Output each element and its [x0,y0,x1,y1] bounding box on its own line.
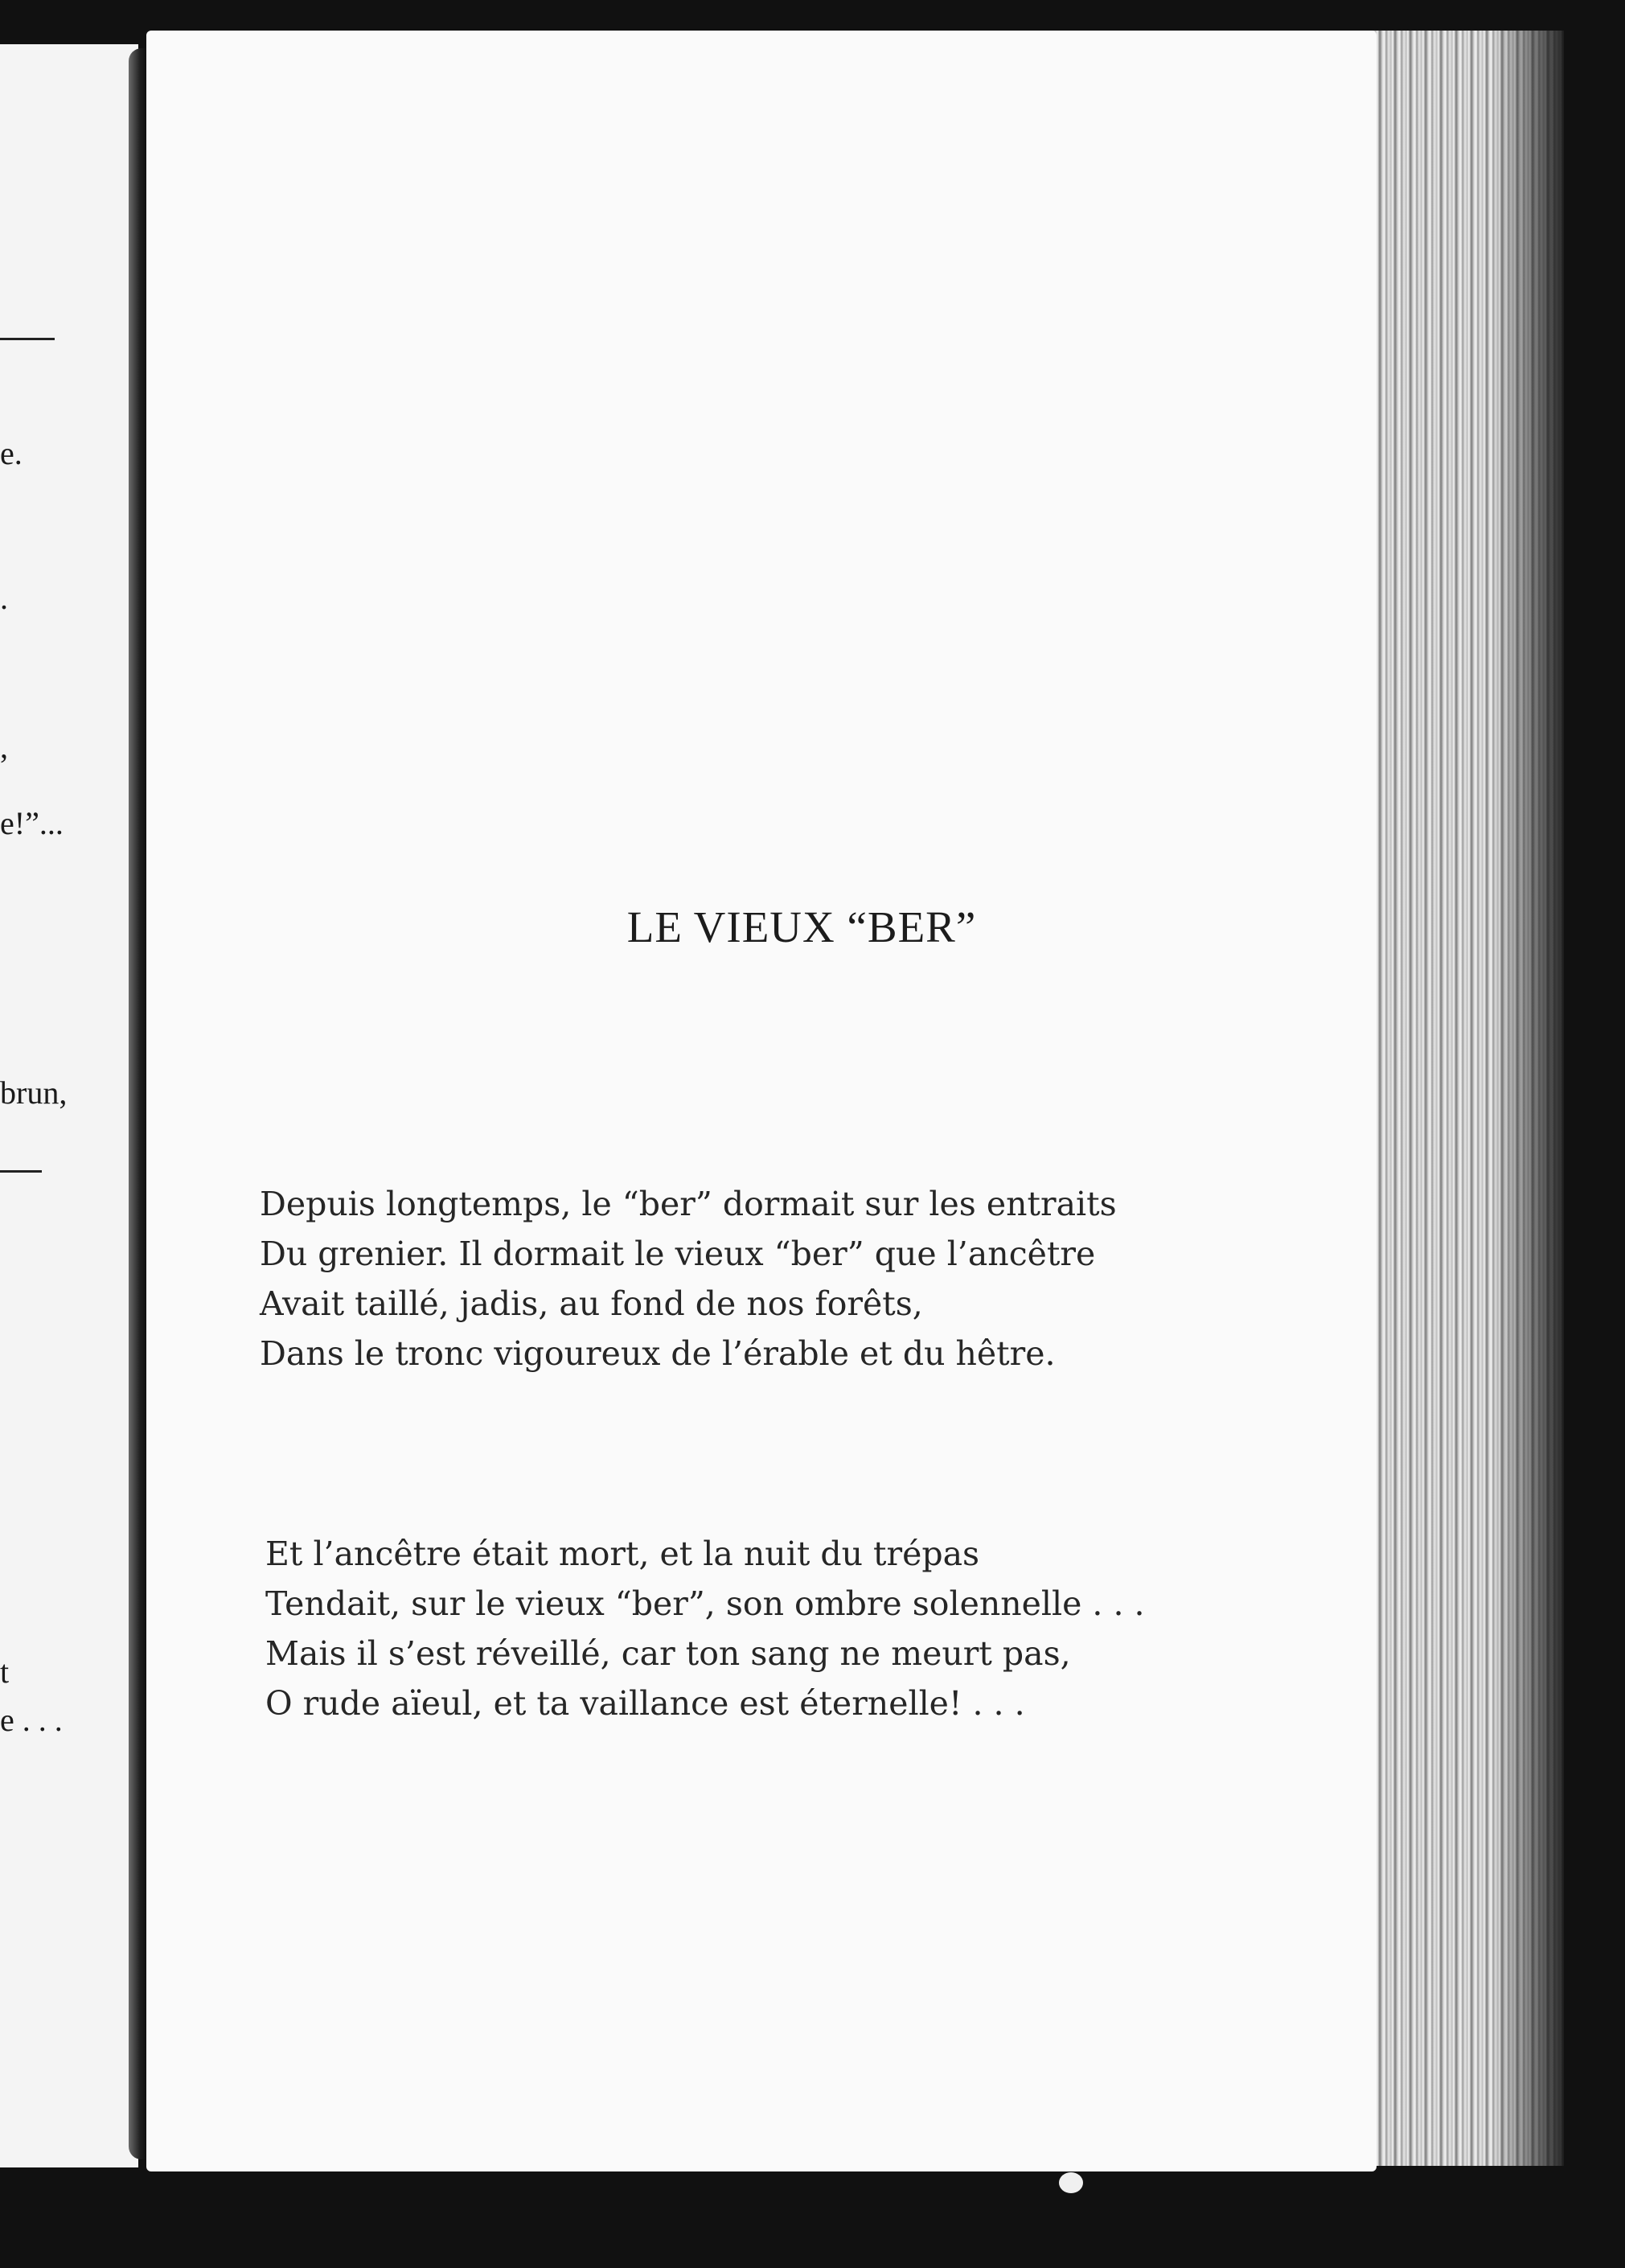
stanza-1 [260,1179,1117,1378]
poem-title: LE VIEUX “BER” [626,902,977,951]
left-page-fragment: brun, [0,1074,68,1111]
left-page-fragment: e. [0,435,23,471]
previous-page-fragment [0,44,138,2167]
verse-line: Depuis longtemps, le “ber” dormait sur les entraits [260,1185,1117,1223]
left-page-rule-top [0,338,55,340]
left-page-rule-bottom [0,1170,42,1173]
left-page-fragment: t [0,1654,10,1690]
scan-dust-mark [1059,2172,1083,2193]
verse-line: Et l’ancêtre était mort, et la nuit du trépas [265,1535,980,1573]
poem-page [146,31,1377,2171]
verse-line: Dans le tronc vigoureux de l’érable et du hêtre. [260,1334,1056,1373]
stanza-2 [265,1529,1145,1728]
verse-line: Du grenier. Il dormait le vieux “ber” que l’ancêtre [260,1235,1096,1273]
verse-line: Mais il s’est réveillé, car ton sang ne meurt pas, [265,1634,1071,1673]
verse-line: Tendait, sur le vieux “ber”, son ombre solennelle . . . [265,1584,1145,1623]
page-edges [1367,31,1564,2166]
left-page-fragment: . [0,580,8,616]
left-page-fragment: e . . . [0,1702,63,1738]
verse-line: Avait taillé, jadis, au fond de nos forêts, [260,1284,923,1323]
verse-line: O rude aïeul, et ta vaillance est éternelle! . . . [265,1684,1025,1723]
left-page-fragment: , [0,729,8,765]
left-page-fragment: e!”... [0,805,64,841]
